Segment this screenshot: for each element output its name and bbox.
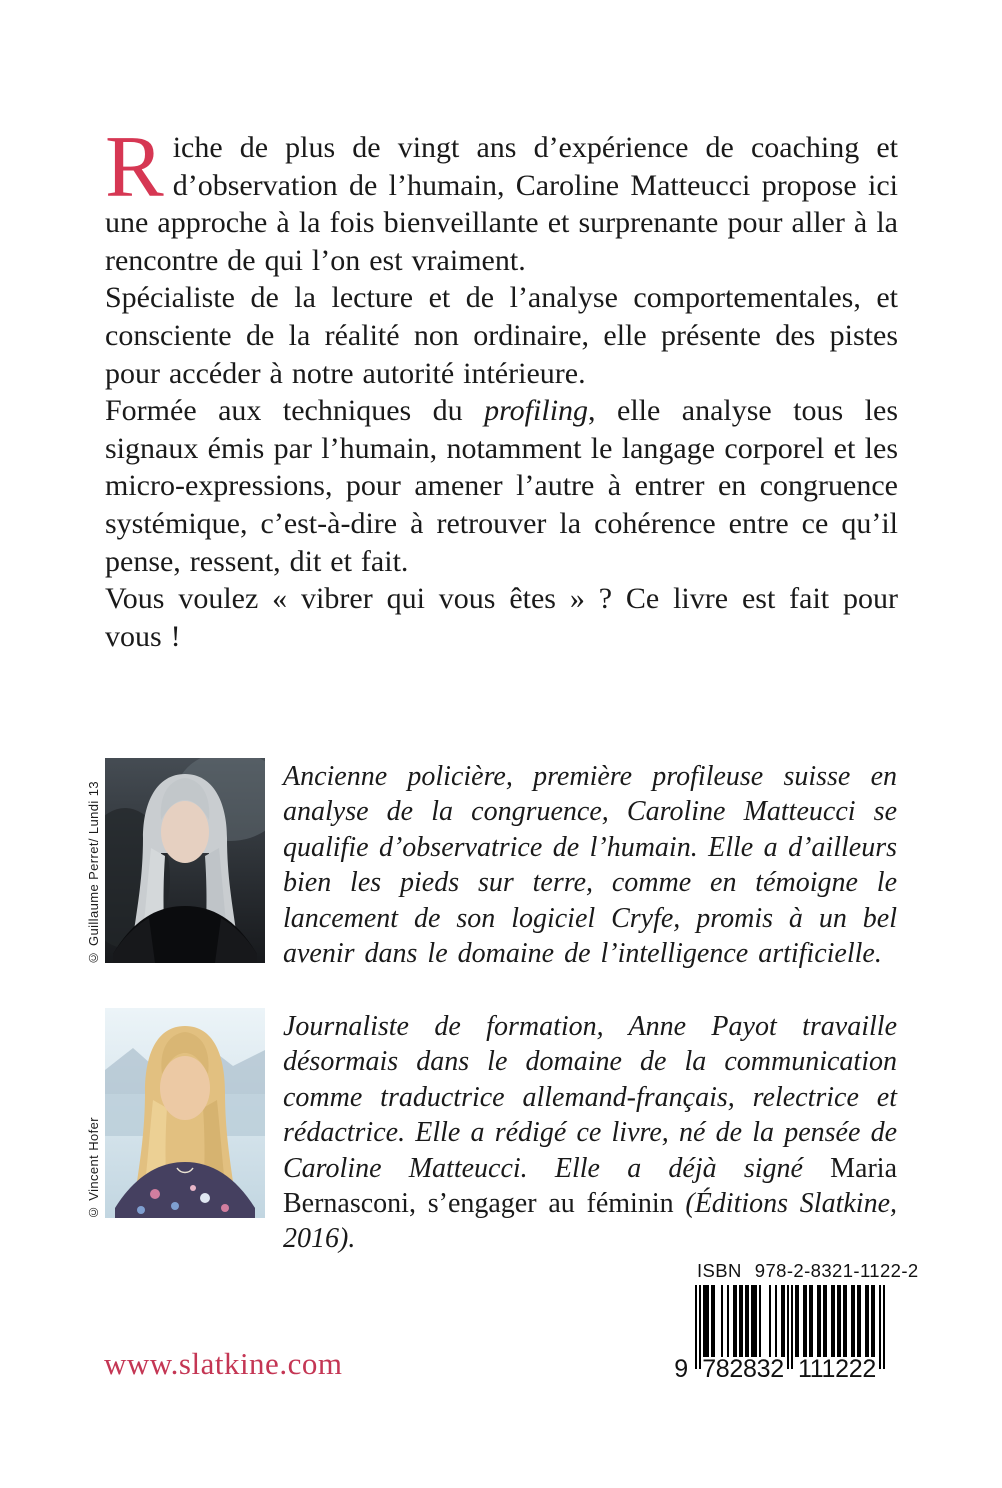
synopsis-paragraph-1-text: iche de plus de vingt ans d’expérience de coaching et d’observation de l’humain, Caroline Matteucci propose ici une approche à la fois bienveillante et surprenante pour aller à la rencontre de qui l’on est vraiment. — [105, 131, 898, 277]
barcode-lead-digit: 9 — [674, 1355, 688, 1383]
photo-credit-caroline-text: © Guillaume Perret/ Lundi 13 — [86, 780, 101, 965]
synopsis-paragraph-3 — [105, 392, 898, 580]
drop-cap: R — [105, 119, 164, 216]
text-segment: Ancienne policière, première profileuse suisse en analyse de la congruence, Caroline Matteucci se qualifie d’observatrice de l’humain. Elle a d’ailleurs bien les pieds sur terre, comme en témoigne le lancement de son logiciel Cryfe, promis à un bel avenir dans le domaine de l’intelligence artificielle. — [283, 761, 897, 970]
bio-anne-payot — [84, 1008, 898, 1255]
text-segment: , elle analyse tous les signaux émis par l’humain, notamment le langage corporel et les micro-expressions, pour amener l’autre à entrer en congruence systémique, c’est-à-dire à retrouver la cohérence entre ce qu’il pense, ressent, dit et fait. — [105, 394, 898, 578]
bio-anne-text — [283, 1009, 897, 1257]
photo-credit-anne-text: © Vincent Hofer — [86, 1116, 101, 1220]
barcode-digits-group1: 782832 — [702, 1355, 784, 1383]
isbn-block — [672, 1260, 919, 1392]
synopsis-paragraph-4: Vous voulez « vibrer qui vous êtes » ? Ce livre est fait pour vous ! — [105, 582, 898, 653]
anne-payot-photo — [105, 1008, 265, 1218]
text-segment: profiling — [484, 394, 589, 428]
text-segment: Maria Bernasconi, s’engager au féminin — [283, 1152, 897, 1220]
photo-credit-anne — [84, 1008, 103, 1220]
isbn-line — [697, 1260, 919, 1282]
text-segment: Journaliste de formation, Anne Payot travaille désormais dans le domaine de la communication comme traductrice allemand-français, relectrice et rédactrice. Elle a rédigé ce livre, né de la pensée de Caroline Matteucci. Elle a déjà signé — [283, 1011, 897, 1184]
bio-caroline-text — [283, 759, 897, 971]
caroline-matteucci-photo — [105, 758, 265, 963]
synopsis — [105, 119, 898, 655]
photo-credit-caroline — [84, 758, 103, 965]
text-segment: Formée aux techniques du — [105, 394, 485, 428]
barcode-digits-group2: 111222 — [798, 1355, 876, 1383]
synopsis-paragraph-2: Spécialiste de la lecture et de l’analyse comportementales, et consciente de la réalité non ordinaire, elle présente des pistes pour accéder à notre autorité intérieure. — [105, 281, 898, 390]
synopsis-paragraph-1 — [105, 119, 898, 279]
caroline-portrait-illustration — [105, 758, 265, 963]
text-segment: (Éditions Slatkine, 2016). — [283, 1188, 897, 1255]
bio-caroline-matteucci — [84, 758, 898, 970]
isbn-label: ISBN — [697, 1260, 742, 1281]
isbn-number: 978-2-8321-1122-2 — [754, 1260, 919, 1281]
anne-portrait-illustration — [105, 1008, 265, 1218]
publisher-website-link[interactable]: www.slatkine.com — [104, 1346, 343, 1381]
